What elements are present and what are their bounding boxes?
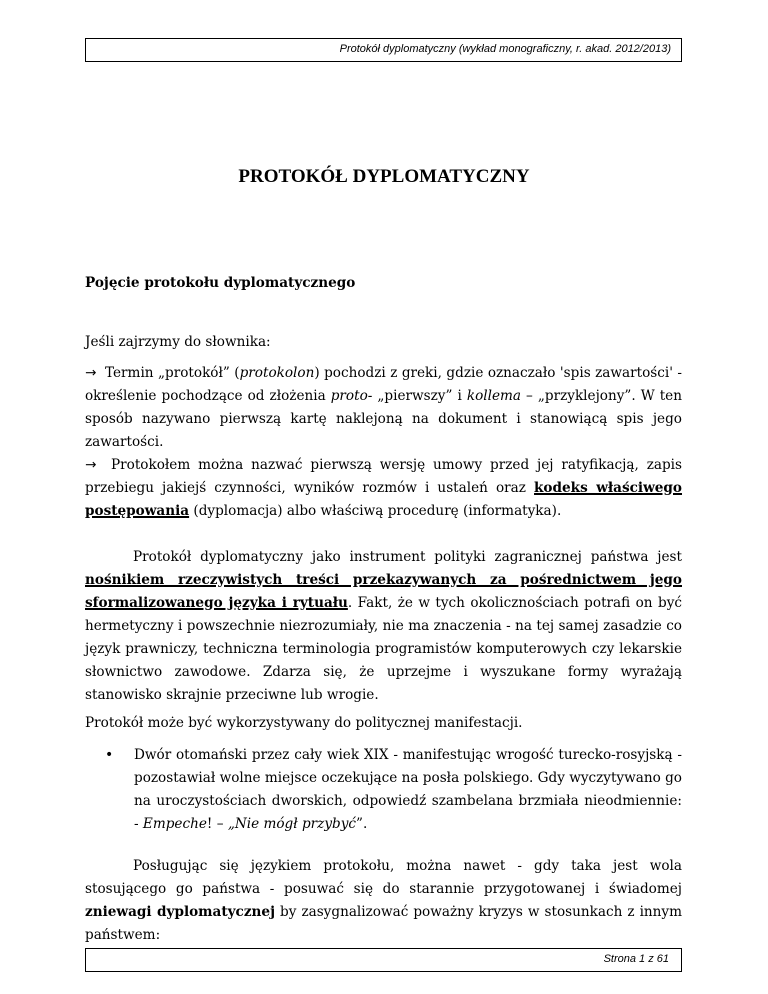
section-heading: Pojęcie protokołu dyplomatycznego (85, 275, 356, 291)
paragraph-instrument: Protokół dyplomatyczny jako instrument polityki zagranicznej państwa jest nośnikiem rzeczywistych treści przekazywanych za pośrednictwem jego sformalizowanego języka i rytuału. Fakt, że w tych okolicznościach potrafi on być hermetyczny i powszechnie niezrozumiały, nie ma znaczenia - na tej samej zasadzie co język prawniczy, techniczna terminologia programistów komputerowych czy lekarskie słownictwo zawodowe. Zdarza się, że uprzejme i wyszukane formy wyrażają stanowisko skrajnie przeciwne lub wrogie. (85, 549, 682, 703)
arrow-icon: → (85, 457, 97, 473)
paragraph-protocol-definition: → Protokołem można nazwać pierwszą wersję umowy przed jej ratyfikacją, zapis przebiegu jakiejś czynności, wyników rozmów i ustaleń oraz kodeks właściwego postępowania (dyplomacja) albo właściwą procedurę (informatyka). (85, 454, 682, 523)
bullet-icon: • (105, 747, 114, 763)
page-header (85, 38, 682, 62)
paragraph-term: → Termin „protokół” (protokolon) pochodzi z greki, gdzie oznaczało 'spis zawartości' - określenie pochodzące od złożenia proto- „pierwszy” i kollema – „przyklejony”. W ten sposób nazywano pierwszą kartę naklejoną na dokument i stanowiącą spis jego zawartości. (85, 362, 682, 454)
page-title: PROTOKÓŁ DYPLOMATYCZNY (238, 166, 530, 187)
page-footer (85, 948, 682, 972)
page-number: Strona 1 z 61 (603, 953, 669, 965)
paragraph-manifestation: Protokół może być wykorzystywany do politycznej manifestacji. (85, 715, 523, 731)
intro-text: Jeśli zajrzymy do słownika: (85, 334, 271, 350)
paragraph-insult: Posługując się językiem protokołu, można nawet - gdy taka jest wola stosującego go państwa - posuwać się do starannie przygotowanej i świadomej zniewagi dyplomatycznej by zasygnalizować poważny kryzys w stosunkach z innym państwem: (85, 858, 682, 943)
list-item: Dwór otomański przez cały wiek XIX - manifestując wrogość turecko-rosyjską - pozostawiał wolne miejsce oczekujące na posła polskiego. Gdy wyczytywano go na uroczystościach dworskich, odpowiedź szambelana brzmiała nieodmiennie: - Empeche! – „Nie mógł przybyć”. (134, 747, 682, 832)
header-text: Protokół dyplomatyczny (wykład monograficzny, r. akad. 2012/2013) (339, 43, 671, 55)
arrow-icon: → (85, 365, 97, 381)
